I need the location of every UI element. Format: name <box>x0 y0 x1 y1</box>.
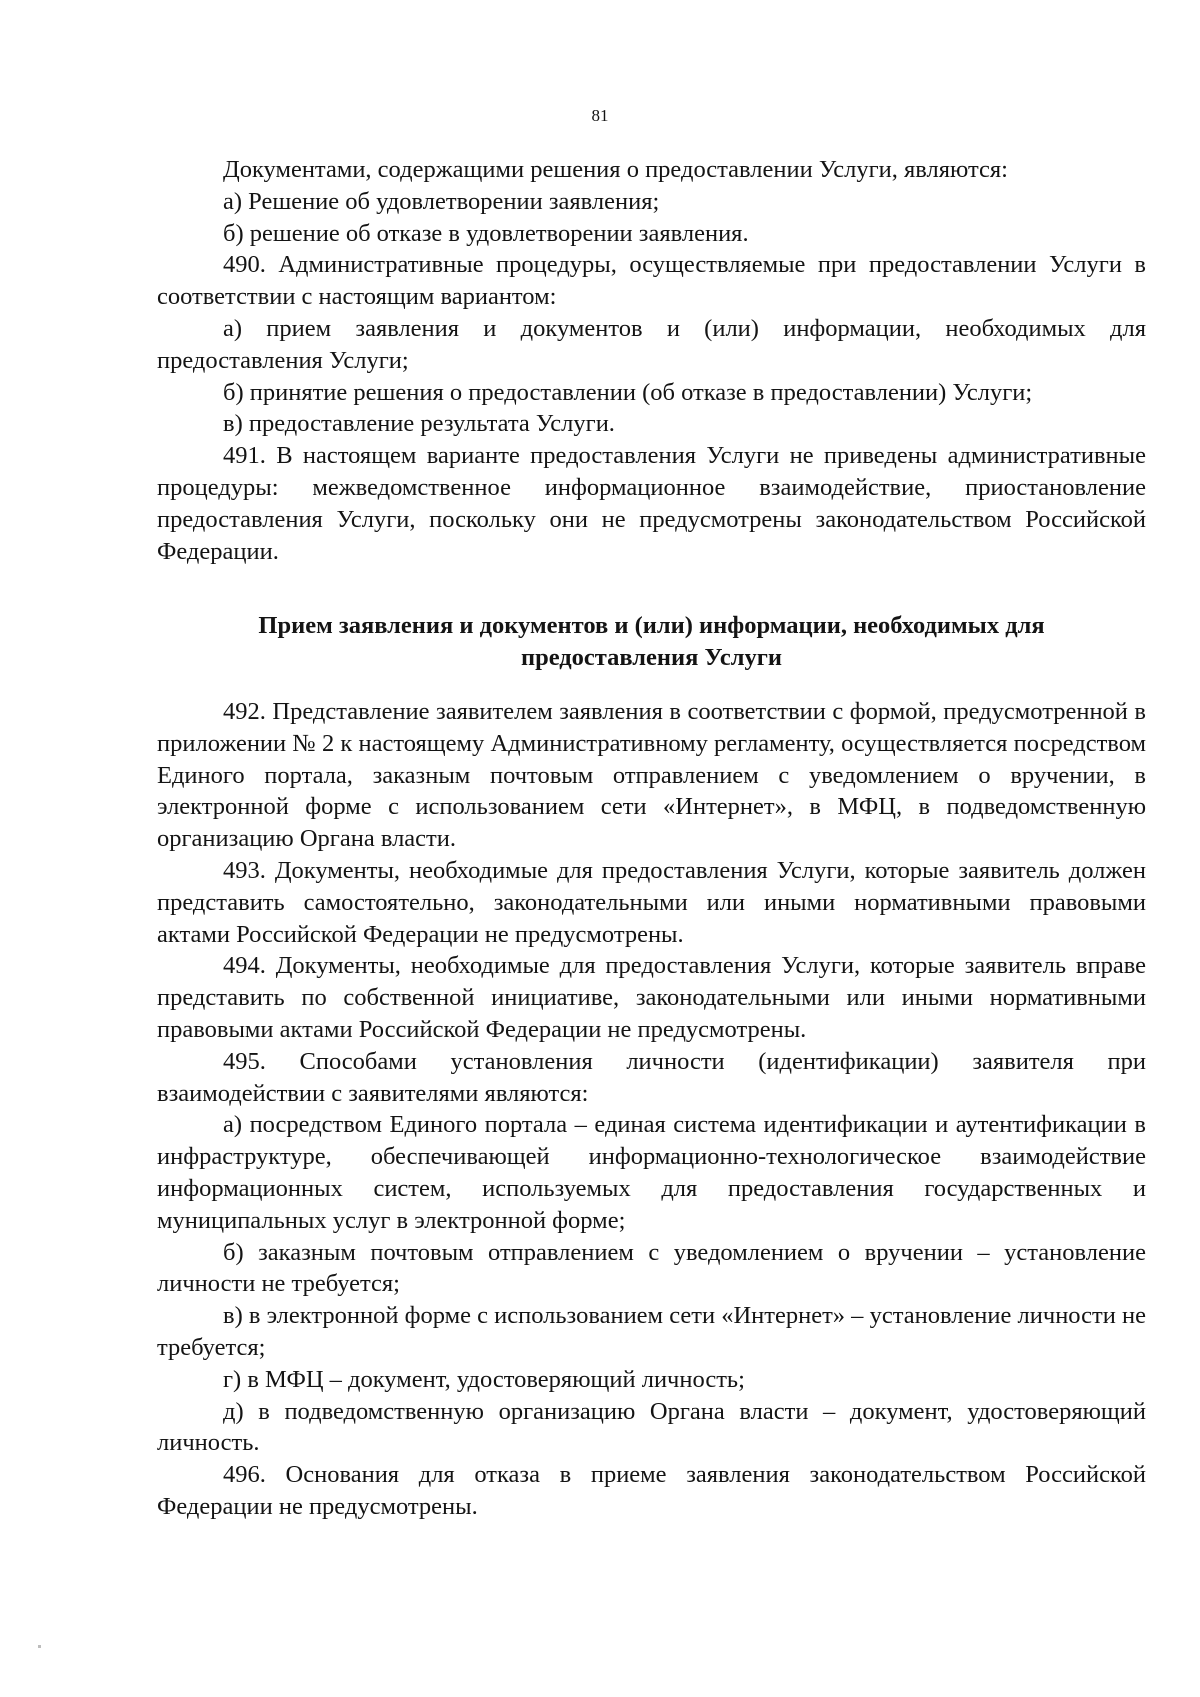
section-heading <box>157 610 1146 674</box>
paragraph-495-b: б) заказным почтовым отправлением с уведомлением о вручении – установление личности не требуется; <box>157 1238 1146 1298</box>
paragraph-490-c: в) предоставление результата Услуги. <box>223 410 615 438</box>
paragraph-492: 492. Представление заявителем заявления в соответствии с формой, предусмотренной в приложении № 2 к настоящему Административному регламенту, осуществляется посредством Единого портала, заказным почтовым отправлением с уведомлением о вручении, в электронной форме с использованием сети «Интернет», в МФЦ, в подведомственную организацию Органа власти. <box>157 698 1146 853</box>
scan-speck <box>38 1645 41 1648</box>
paragraph-496: 496. Основания для отказа в приеме заявления законодательством Российской Федерации не предусмотрены. <box>157 1461 1146 1520</box>
section-heading-line-2: предоставления Услуги <box>521 643 782 671</box>
paragraph-490-b: б) принятие решения о предоставлении (об отказе в предоставлении) Услуги; <box>223 378 1033 406</box>
paragraph-494: 494. Документы, необходимые для предоставления Услуги, которые заявитель вправе представить по собственной инициативе, законодательными или иными нормативными правовыми актами Российской Федерации не предусмотрены. <box>157 952 1146 1043</box>
section-text <box>157 696 1146 1523</box>
intro-text <box>157 154 1146 567</box>
paragraph-493: 493. Документы, необходимые для предоставления Услуги, которые заявитель должен представить самостоятельно, законодательными или иными нормативными правовыми актами Российской Федерации не предусмотрены. <box>157 856 1146 948</box>
page-number: 81 <box>591 106 609 125</box>
paragraph-495-e: д) в подведомственную организацию Органа власти – документ, удостоверяющий личность. <box>157 1397 1146 1457</box>
section-heading-line-1: Прием заявления и документов и (или) информации, необходимых для <box>258 612 1045 639</box>
paragraph-intro-documents: Документами, содержащими решения о предоставлении Услуги, являются: <box>223 156 1008 183</box>
paragraph-495: 495. Способами установления личности (идентификации) заявителя при взаимодействии с заявителями являются: <box>157 1047 1146 1107</box>
paragraph-490: 490. Административные процедуры, осуществляемые при предоставлении Услуги в соответствии с настоящим вариантом: <box>157 251 1146 311</box>
paragraph-intro-a: а) Решение об удовлетворении заявления; <box>223 187 660 215</box>
paragraph-495-c: в) в электронной форме с использованием сети «Интернет» – установление личности не требуется; <box>157 1302 1146 1361</box>
paragraph-intro-b: б) решение об отказе в удовлетворении заявления. <box>223 219 749 247</box>
paragraph-490-a: а) прием заявления и документов и (или) информации, необходимых для предоставления Услуги; <box>157 314 1146 374</box>
paragraph-491: 491. В настоящем варианте предоставления Услуги не приведены административные процедуры: межведомственное информационное взаимодействие, приостановление предоставления Услуги, поскольку они не предусмотрены законодательством Российской Федерации. <box>157 442 1146 565</box>
paragraph-495-d: г) в МФЦ – документ, удостоверяющий личность; <box>223 1365 745 1393</box>
paragraph-495-a: а) посредством Единого портала – единая система идентификации и аутентификации в инфраструктуре, обеспечивающей информационно-технологическое взаимодействие информационных систем, используемых для предоставления государственных и муниципальных услуг в электронной форме; <box>157 1111 1146 1234</box>
